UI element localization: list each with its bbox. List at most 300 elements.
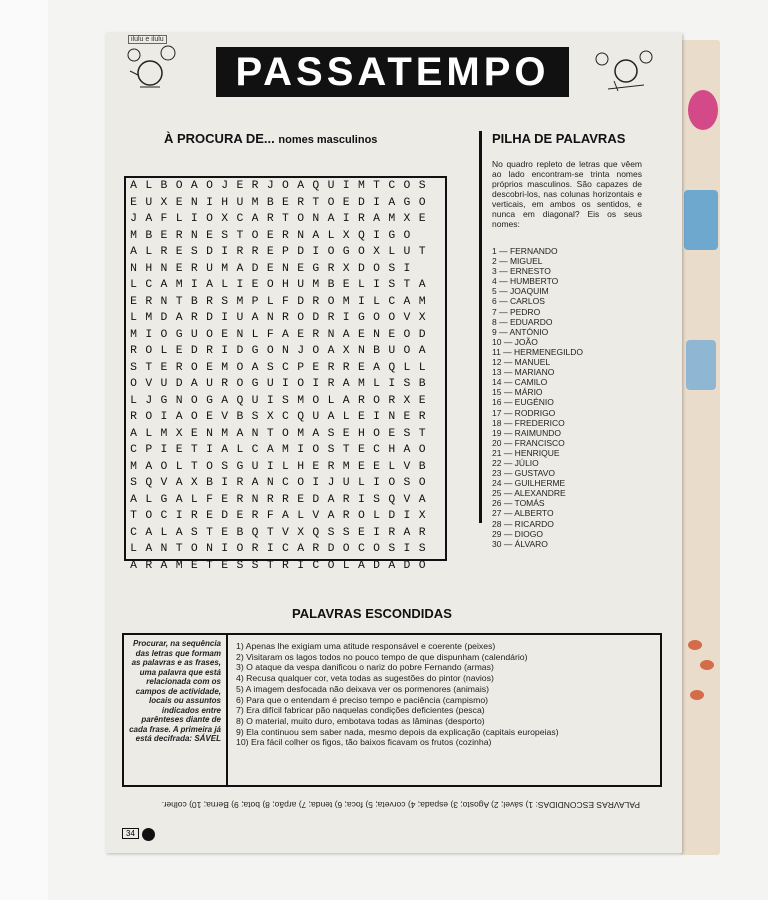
grid-letter: N <box>130 262 138 275</box>
grid-letter: O <box>266 279 274 292</box>
grid-letter: A <box>130 180 138 193</box>
grid-letter: H <box>357 427 365 440</box>
grid-letter: F <box>282 295 289 308</box>
word-list-item: 20 — FRANCISCO <box>492 437 565 448</box>
grid-letter: N <box>160 262 168 275</box>
grid-letter: O <box>282 427 289 440</box>
grid-letter: I <box>206 196 213 209</box>
grid-letter: D <box>251 262 259 275</box>
grid-letter: T <box>206 526 213 539</box>
grid-letter: X <box>403 394 411 407</box>
grid-letter: X <box>297 526 305 539</box>
grid-letter: I <box>236 279 244 292</box>
grid-letter: F <box>266 510 274 523</box>
grid-letter: S <box>221 229 229 242</box>
word-list-item: 13 — MARIANO <box>492 367 555 378</box>
grid-row <box>126 310 445 327</box>
page-title: PASSATEMPO <box>216 47 569 97</box>
grid-letter: J <box>145 394 153 407</box>
grid-letter: E <box>403 411 411 424</box>
grid-row <box>126 459 445 476</box>
grid-letter: R <box>175 361 183 374</box>
grid-letter: T <box>236 229 244 242</box>
grid-letter: L <box>342 559 350 572</box>
grid-letter: N <box>251 493 259 506</box>
grid-letter: A <box>418 493 426 506</box>
grid-letter: I <box>342 213 350 226</box>
grid-letter: E <box>206 411 213 424</box>
grid-letter: E <box>342 427 350 440</box>
grid-letter: R <box>342 510 350 523</box>
grid-letter: A <box>145 460 153 473</box>
grid-letter: S <box>190 246 198 259</box>
grid-letter: A <box>327 345 335 358</box>
grid-letter: X <box>190 477 198 490</box>
grid-letter: U <box>251 460 259 473</box>
grid-letter: L <box>221 279 229 292</box>
grid-letter: S <box>130 361 138 374</box>
grid-letter: O <box>388 477 396 490</box>
grid-letter: O <box>297 312 305 325</box>
grid-letter: A <box>342 328 350 341</box>
grid-letter: O <box>373 262 381 275</box>
grid-letter: A <box>297 543 305 556</box>
clue-item: 6) Para que o entendam é preciso tempo e paciência (campismo) <box>236 694 489 705</box>
grid-letter: S <box>388 262 396 275</box>
grid-letter: I <box>388 378 396 391</box>
grid-letter: O <box>403 229 411 242</box>
grid-letter: O <box>357 246 365 259</box>
grid-letter: E <box>357 328 365 341</box>
grid-letter: B <box>190 295 198 308</box>
grid-letter: L <box>282 460 289 473</box>
grid-letter: L <box>403 361 411 374</box>
grid-letter: I <box>266 543 274 556</box>
grid-letter: R <box>327 312 335 325</box>
grid-letter: V <box>221 411 229 424</box>
grid-letter: R <box>388 526 396 539</box>
word-list-item: 19 — RAIMUNDO <box>492 427 561 438</box>
grid-letter: A <box>130 493 138 506</box>
grid-letter: N <box>357 345 365 358</box>
grid-letter: D <box>357 196 365 209</box>
grid-letter: R <box>388 394 396 407</box>
grid-letter: L <box>175 213 183 226</box>
grid-letter: E <box>221 328 229 341</box>
word-list-item: 27 — ALBERTO <box>492 508 554 519</box>
grid-letter: V <box>403 312 411 325</box>
grid-letter: D <box>403 559 411 572</box>
grid-letter: A <box>145 213 153 226</box>
word-list-item: 5 — JOAQUIM <box>492 286 549 297</box>
grid-letter: G <box>251 378 259 391</box>
grid-letter: R <box>312 328 320 341</box>
grid-letter: M <box>297 394 305 407</box>
grid-letter: L <box>327 394 335 407</box>
grid-letter: O <box>418 444 426 457</box>
grid-letter: M <box>221 427 229 440</box>
grid-letter: E <box>221 493 229 506</box>
grid-letter: J <box>221 180 229 193</box>
grid-letter: E <box>221 526 229 539</box>
grid-letter: M <box>282 444 289 457</box>
word-list-item: 12 — MANUEL <box>492 357 551 368</box>
grid-letter: D <box>221 510 229 523</box>
grid-letter: L <box>130 312 138 325</box>
grid-letter: I <box>160 444 168 457</box>
grid-letter: T <box>312 196 320 209</box>
grid-letter: G <box>357 312 365 325</box>
grid-letter: T <box>206 559 213 572</box>
grid-row <box>126 541 445 558</box>
grid-letter: U <box>236 312 244 325</box>
grid-letter: L <box>373 510 381 523</box>
grid-row <box>126 558 445 575</box>
grid-letter: G <box>403 196 411 209</box>
clue-item: 1) Apenas lhe exigiam uma atitude responsável e coerente (peixes) <box>236 641 496 651</box>
grid-letter: E <box>297 328 305 341</box>
grid-letter: E <box>357 460 365 473</box>
word-list-item: 18 — FREDERICO <box>492 417 565 428</box>
grid-letter: I <box>312 246 320 259</box>
grid-letter: O <box>190 543 198 556</box>
grid-row <box>126 475 445 492</box>
word-list-item: 7 — PEDRO <box>492 306 541 317</box>
grid-letter: O <box>297 213 305 226</box>
grid-letter: O <box>236 378 244 391</box>
grid-letter: O <box>206 213 213 226</box>
grid-letter: L <box>145 493 153 506</box>
grid-letter: C <box>130 526 138 539</box>
grid-letter: A <box>236 427 244 440</box>
grid-letter: D <box>175 378 183 391</box>
grid-letter: O <box>357 510 365 523</box>
grid-letter: B <box>266 196 274 209</box>
grid-letter: S <box>327 444 335 457</box>
grid-letter: A <box>175 477 183 490</box>
header-tag: ilulu e ilulu <box>128 35 167 44</box>
grid-letter: D <box>357 262 365 275</box>
word-list-item: 24 — GUILHERME <box>492 478 566 489</box>
grid-row <box>126 327 445 344</box>
grid-letter: C <box>312 559 320 572</box>
grid-letter: B <box>418 460 426 473</box>
grid-letter: R <box>145 295 153 308</box>
grid-letter: R <box>190 312 198 325</box>
grid-letter: T <box>175 295 183 308</box>
grid-letter: Q <box>251 526 259 539</box>
grid-letter: R <box>327 460 335 473</box>
grid-letter: R <box>357 213 365 226</box>
grid-letter: O <box>297 378 305 391</box>
grid-letter: R <box>282 493 289 506</box>
grid-letter: E <box>130 196 138 209</box>
grid-letter: R <box>190 510 198 523</box>
grid-letter: O <box>206 460 213 473</box>
grid-letter: Q <box>357 229 365 242</box>
grid-letter: D <box>312 312 320 325</box>
grid-letter: Q <box>236 394 244 407</box>
word-list-item: 21 — HENRIQUE <box>492 447 560 458</box>
grid-letter: C <box>282 543 289 556</box>
grid-letter: A <box>160 559 168 572</box>
word-list-item: 28 — RICARDO <box>492 518 554 529</box>
grid-letter: C <box>282 361 289 374</box>
grid-letter: A <box>327 493 335 506</box>
grid-letter: J <box>327 477 335 490</box>
grid-letter: M <box>130 229 138 242</box>
grid-letter: A <box>251 312 259 325</box>
grid-letter: X <box>266 411 274 424</box>
grid-letter: I <box>403 543 411 556</box>
grid-letter: A <box>266 444 274 457</box>
grid-letter: R <box>236 246 244 259</box>
grid-letter: A <box>327 510 335 523</box>
grid-letter: I <box>403 262 411 275</box>
grid-letter: A <box>357 559 365 572</box>
word-list-item: 23 — GUSTAVO <box>492 468 555 479</box>
grid-letter: I <box>373 279 381 292</box>
grid-letter: R <box>282 229 289 242</box>
grid-letter: N <box>206 427 213 440</box>
grid-letter: X <box>373 246 381 259</box>
grid-letter: R <box>175 229 183 242</box>
grid-letter: G <box>206 394 213 407</box>
grid-letter: X <box>221 213 229 226</box>
reading-figure-illustration <box>588 47 658 97</box>
grid-letter: I <box>373 229 381 242</box>
grid-letter: V <box>160 477 168 490</box>
grid-letter: T <box>266 559 274 572</box>
grid-letter: N <box>312 213 320 226</box>
grid-letter: Q <box>312 180 320 193</box>
clue-item: 4) Recusa qualquer cor, veta todas as sugestões do pintor (navios) <box>236 673 494 684</box>
grid-letter: R <box>206 345 213 358</box>
grid-letter: A <box>373 361 381 374</box>
wordsearch-grid <box>124 176 447 572</box>
grid-letter: L <box>266 295 274 308</box>
grid-letter: M <box>236 295 244 308</box>
grid-letter: L <box>145 180 153 193</box>
grid-letter: A <box>342 378 350 391</box>
grid-letter: E <box>160 229 168 242</box>
grid-letter: A <box>221 394 229 407</box>
grid-letter: A <box>206 279 213 292</box>
grid-letter: J <box>130 213 138 226</box>
grid-letter: M <box>130 328 138 341</box>
grid-letter: E <box>388 427 396 440</box>
grid-letter: O <box>312 394 320 407</box>
grid-letter: N <box>251 427 259 440</box>
grid-letter: N <box>190 229 198 242</box>
word-list-item: 6 — CARLOS <box>492 296 545 307</box>
grid-letter: U <box>342 477 350 490</box>
grid-letter: V <box>312 510 320 523</box>
grid-letter: U <box>206 262 213 275</box>
grid-letter: V <box>145 378 153 391</box>
grid-letter: L <box>145 246 153 259</box>
grid-letter: R <box>130 411 138 424</box>
grid-letter: R <box>251 543 259 556</box>
grid-letter: A <box>388 559 396 572</box>
grid-letter: I <box>266 460 274 473</box>
grid-row <box>126 492 445 509</box>
grid-letter: O <box>190 361 198 374</box>
grid-letter: V <box>403 460 411 473</box>
grid-letter: L <box>357 477 365 490</box>
word-list-item: 29 — DIOGO <box>492 528 544 539</box>
grid-letter: O <box>297 477 305 490</box>
grid-letter: N <box>266 312 274 325</box>
grid-letter: O <box>145 510 153 523</box>
grid-letter: C <box>282 477 289 490</box>
grid-letter: X <box>403 213 411 226</box>
grid-letter: O <box>373 394 381 407</box>
grid-letter: T <box>342 444 350 457</box>
grid-letter: R <box>342 493 350 506</box>
grid-letter: R <box>418 526 426 539</box>
grid-letter: L <box>130 394 138 407</box>
grid-letter: O <box>190 394 198 407</box>
grid-letter: A <box>175 493 183 506</box>
clue-item: 9) Ela continuou sem saber nada, mesmo depois da explicação (capitais europeias) <box>236 726 559 737</box>
grid-letter: E <box>266 262 274 275</box>
grid-letter: M <box>342 460 350 473</box>
grid-letter: O <box>327 295 335 308</box>
grid-row <box>126 277 445 294</box>
grid-letter: L <box>160 345 168 358</box>
grid-letter: R <box>236 493 244 506</box>
grid-letter: A <box>251 477 259 490</box>
grid-letter: A <box>251 361 259 374</box>
grid-row <box>126 442 445 459</box>
grid-letter: I <box>342 180 350 193</box>
grid-letter: L <box>297 510 305 523</box>
grid-letter: A <box>130 427 138 440</box>
grid-letter: A <box>403 526 411 539</box>
answers-upside-down: PALAVRAS ESCONDIDAS: 1) sável; 2) Agosto; 3) espada; 4) corveta; 5) foca; 6) tenda; 7) arpão; 8) bota; 9) Berna; 10) colher. <box>161 800 640 810</box>
grid-letter: N <box>282 345 289 358</box>
grid-letter: T <box>282 213 289 226</box>
grid-letter: L <box>160 526 168 539</box>
grid-letter: M <box>130 460 138 473</box>
grid-letter: E <box>418 394 426 407</box>
grid-letter: M <box>388 213 396 226</box>
grid-letter: O <box>145 411 153 424</box>
grid-letter: S <box>327 526 335 539</box>
grid-letter: E <box>175 345 183 358</box>
grid-letter: T <box>418 246 426 259</box>
grid-letter: R <box>342 361 350 374</box>
grid-letter: S <box>130 477 138 490</box>
grid-letter: N <box>327 328 335 341</box>
grid-letter: L <box>373 378 381 391</box>
grid-letter: R <box>297 196 305 209</box>
grid-letter: L <box>190 493 198 506</box>
grid-letter: S <box>373 493 381 506</box>
grid-letter: X <box>175 427 183 440</box>
grid-letter: T <box>145 361 153 374</box>
grid-letter: I <box>221 345 229 358</box>
grid-row <box>126 426 445 443</box>
grid-row <box>126 393 445 410</box>
grid-letter: O <box>327 246 335 259</box>
grid-letter: B <box>145 229 153 242</box>
grid-letter: I <box>342 312 350 325</box>
grid-letter: E <box>357 411 365 424</box>
grid-letter: R <box>282 312 289 325</box>
grid-letter: E <box>160 361 168 374</box>
grid-letter: U <box>403 246 411 259</box>
grid-letter: E <box>206 229 213 242</box>
grid-letter: E <box>342 279 350 292</box>
grid-letter: R <box>206 295 213 308</box>
grid-letter: A <box>175 312 183 325</box>
grid-letter: E <box>312 361 320 374</box>
grid-letter: D <box>297 295 305 308</box>
grid-letter: M <box>175 279 183 292</box>
grid-letter: N <box>175 394 183 407</box>
grid-letter: E <box>236 180 244 193</box>
grid-letter: A <box>282 510 289 523</box>
grid-letter: E <box>206 510 213 523</box>
thinking-figure-illustration <box>120 43 190 93</box>
grid-letter: O <box>373 312 381 325</box>
grid-letter: L <box>130 279 138 292</box>
grid-letter: E <box>175 444 183 457</box>
grid-letter: E <box>342 196 350 209</box>
grid-letter: D <box>206 312 213 325</box>
grid-letter: R <box>327 378 335 391</box>
box-divider <box>226 635 228 785</box>
grid-letter: Q <box>145 477 153 490</box>
grid-letter: O <box>251 229 259 242</box>
grid-letter: A <box>251 213 259 226</box>
grid-letter: R <box>221 378 229 391</box>
grid-letter: R <box>251 510 259 523</box>
grid-letter: N <box>236 328 244 341</box>
adjacent-page-edge <box>680 40 720 855</box>
grid-letter: E <box>266 229 274 242</box>
grid-letter: X <box>342 345 350 358</box>
grid-letter: O <box>403 345 411 358</box>
word-list-item: 14 — CAMILO <box>492 377 548 388</box>
grid-letter: O <box>418 559 426 572</box>
grid-letter: S <box>251 559 259 572</box>
grid-letter: G <box>160 493 168 506</box>
grid-letter: R <box>312 543 320 556</box>
hidden-words-instructions: Procurar, na sequência das letras que formam as palavras e as frases, uma palavra que está relacionada com os campos de actividade, locais ou assuntos indicados entre parênteses diante de cada frase. A primeira já está decifrada: SÁVEL <box>129 639 221 743</box>
grid-letter: U <box>327 180 335 193</box>
grid-letter: G <box>388 229 396 242</box>
grid-letter: O <box>190 411 198 424</box>
grid-letter: A <box>297 180 305 193</box>
grid-letter: G <box>175 328 183 341</box>
grid-row <box>126 244 445 261</box>
grid-letter: A <box>145 526 153 539</box>
grid-letter: G <box>342 246 350 259</box>
grid-row <box>126 178 445 195</box>
grid-letter: L <box>130 543 138 556</box>
grid-letter: G <box>312 262 320 275</box>
grid-letter: N <box>282 262 289 275</box>
grid-letter: E <box>297 493 305 506</box>
grid-letter: E <box>190 559 198 572</box>
grid-letter: V <box>282 526 289 539</box>
grid-letter: U <box>145 196 153 209</box>
grid-letter: I <box>373 411 381 424</box>
clue-item: 8) O material, muito duro, embotava todas as lâminas (desporto) <box>236 715 485 726</box>
